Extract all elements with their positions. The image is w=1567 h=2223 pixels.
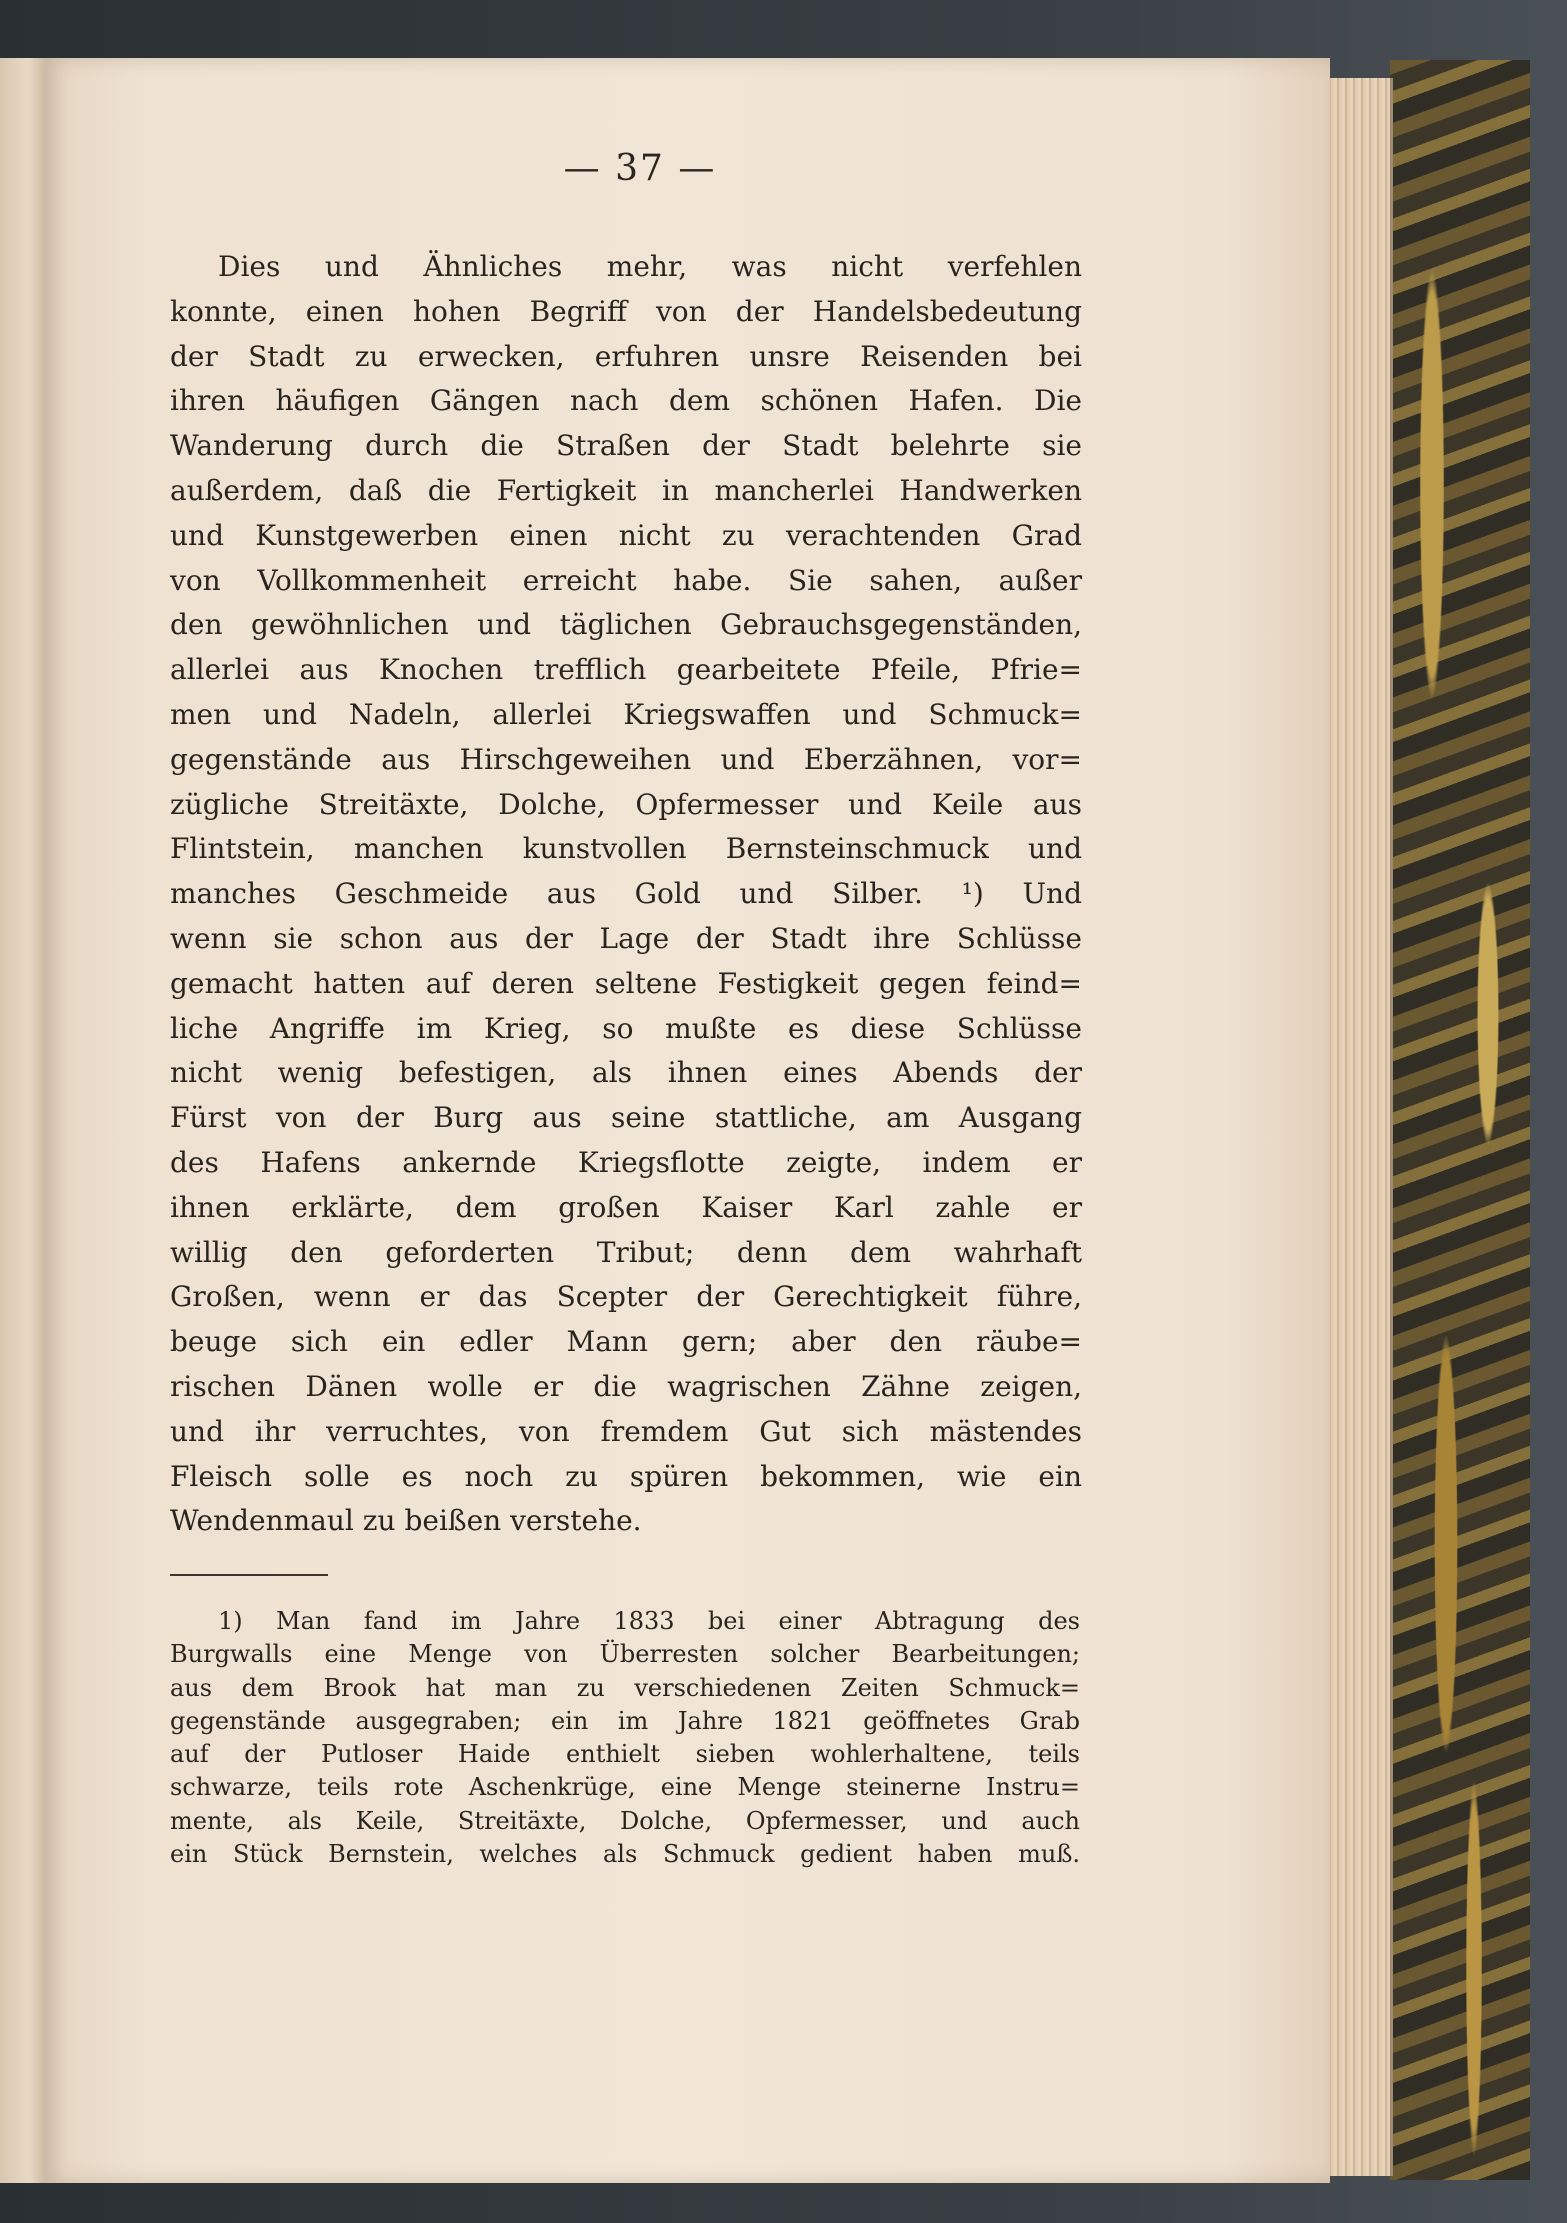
body-line: gegenstände aus Hirschgeweihen und Eberzähnen, vor= <box>170 742 1082 776</box>
body-line: Dies und Ähnliches mehr, was nicht verfehlen <box>218 250 1082 283</box>
body-line: zügliche Streitäxte, Dolche, Opfermesser und Keile aus <box>170 787 1082 821</box>
footnote-line: Burgwalls eine Menge von Überresten solcher Bearbeitungen; <box>170 1640 1080 1669</box>
body-line: allerlei aus Knochen trefflich gearbeitete Pfeile, Pfrie= <box>170 653 1082 687</box>
body-line: Großen, wenn er das Scepter der Gerechtigkeit führe, <box>170 1280 1082 1314</box>
body-line: des Hafens ankernde Kriegsflotte zeigte, indem er <box>170 1145 1082 1179</box>
body-line: den gewöhnlichen und täglichen Gebrauchsgegenständen, <box>170 608 1082 642</box>
page-number: — 37 — <box>563 148 717 189</box>
body-line: manches Geschmeide aus Gold und Silber. ¹) Und <box>170 877 1082 911</box>
marbled-endpaper <box>1390 60 1530 2180</box>
footnote-line: ein Stück Bernstein, welches als Schmuck gedient haben muß. <box>170 1840 1080 1869</box>
body-line: ihren häufigen Gängen nach dem schönen Hafen. Die <box>170 384 1082 418</box>
footnote-line: schwarze, teils rote Aschenkrüge, eine Menge steinerne Instru= <box>170 1773 1080 1802</box>
body-line: und ihr verruchtes, von fremdem Gut sich mästendes <box>170 1414 1082 1448</box>
body-line: außerdem, daß die Fertigkeit in mancherlei Handwerken <box>170 473 1082 507</box>
previous-page-edge <box>0 58 50 2183</box>
body-line: konnte, einen hohen Begriff von der Handelsbedeutung <box>170 294 1082 328</box>
footnote-line: aus dem Brook hat man zu verschiedenen Zeiten Schmuck= <box>170 1673 1080 1702</box>
body-line: liche Angriffe im Krieg, so mußte es diese Schlüsse <box>170 1011 1082 1045</box>
body-line: der Stadt zu erwecken, erfuhren unsre Reisenden bei <box>170 339 1082 373</box>
body-line: rischen Dänen wolle er die wagrischen Zähne zeigen, <box>170 1369 1082 1403</box>
body-line: Wendenmaul zu beißen verstehe. <box>170 1504 642 1538</box>
footnote-line: gegenstände ausgegraben; ein im Jahre 1821 geöffnetes Grab <box>170 1706 1080 1735</box>
body-line: Fürst von der Burg aus seine stattliche, am Ausgang <box>170 1101 1082 1135</box>
body-line: Fleisch solle es noch zu spüren bekommen, wie ein <box>170 1459 1082 1493</box>
body-text <box>170 245 1082 1544</box>
body-line: von Vollkommenheit erreicht habe. Sie sahen, außer <box>170 563 1082 597</box>
footnote-line: mente, als Keile, Streitäxte, Dolche, Opfermesser, und auch <box>170 1806 1080 1835</box>
footnote-line: 1) Man fand im Jahre 1833 bei einer Abtragung des <box>218 1607 1080 1635</box>
footnote-line: auf der Putloser Haide enthielt sieben wohlerhaltene, teils <box>170 1740 1080 1769</box>
body-line: wenn sie schon aus der Lage der Stadt ihre Schlüsse <box>170 921 1082 955</box>
body-line: gemacht hatten auf deren seltene Festigkeit gegen feind= <box>170 966 1082 1000</box>
body-line: men und Nadeln, allerlei Kriegswaffen und Schmuck= <box>170 697 1082 731</box>
footnote-divider <box>170 1574 328 1576</box>
body-line: nicht wenig befestigen, als ihnen eines Abends der <box>170 1056 1082 1090</box>
body-line: ihnen erklärte, dem großen Kaiser Karl zahle er <box>170 1190 1082 1224</box>
body-line: Wanderung durch die Straßen der Stadt belehrte sie <box>170 429 1082 463</box>
footnotes <box>170 1605 1080 1871</box>
body-line: und Kunstgewerben einen nicht zu verachtenden Grad <box>170 518 1082 552</box>
body-line: Flintstein, manchen kunstvollen Bernsteinschmuck und <box>170 832 1082 866</box>
body-line: beuge sich ein edler Mann gern; aber den räube= <box>170 1325 1082 1359</box>
body-line: willig den geforderten Tribut; denn dem wahrhaft <box>170 1235 1082 1269</box>
